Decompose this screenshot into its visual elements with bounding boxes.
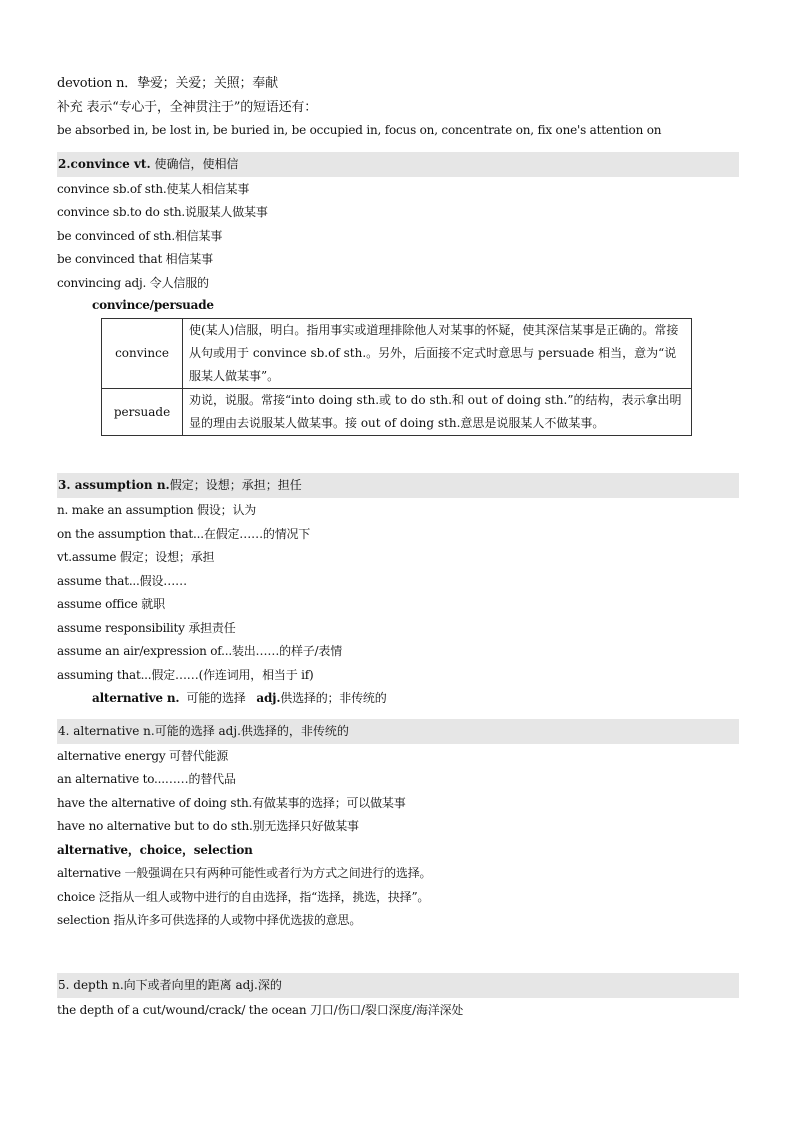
section-3-meaning: 假定；设想；承担；担任 bbox=[169, 478, 302, 492]
s4-line-1: alternative energy 可替代能源 bbox=[57, 748, 229, 763]
table-desc: 使(某人)信服，明白。指用事实或道理排除他人对某事的怀疑，使其深信某事是正确的。常接从句或用于 convince sb.of sth.。另外，后面接不定式时意思与 persuade 相当，意为“说服某人做某事”。 bbox=[183, 319, 692, 389]
section-3-headword: 3. assumption n. bbox=[58, 478, 170, 492]
s4-compare-3: selection 指从许多可供选择的人或物中择优选拔的意思。 bbox=[57, 913, 362, 927]
alt-noun: alternative n. bbox=[92, 691, 180, 705]
s3-alternative-note bbox=[57, 687, 739, 711]
section-3-header bbox=[57, 473, 739, 498]
s3-line-8: assuming that...假定……(作连词用，相当于 if) bbox=[57, 667, 314, 682]
alt-adj: adj. bbox=[256, 691, 281, 705]
section-2-header bbox=[57, 152, 739, 177]
section-4-header: 4. alternative n.可能的选择 adj.供选择的，非传统的 bbox=[57, 719, 739, 744]
s2-line-2: convince sb.to do sth.说服某人做某事 bbox=[57, 205, 268, 219]
alt-noun-meaning: 可能的选择 bbox=[179, 691, 257, 705]
s2-compare-title: convince/persuade bbox=[92, 298, 214, 312]
convince-persuade-table bbox=[101, 318, 692, 436]
supplement-note: 补充 表示“专心于，全神贯注于”的短语还有： bbox=[57, 99, 318, 115]
document-page bbox=[57, 72, 739, 1022]
s2-line-4: be convinced that 相信某事 bbox=[57, 252, 213, 266]
section-2-meaning: 使确信，使相信 bbox=[150, 156, 239, 171]
s4-line-3: have the alternative of doing sth.有做某事的选择；可以做某事 bbox=[57, 795, 406, 810]
table-term: persuade bbox=[102, 389, 183, 436]
s2-line-1: convince sb.of sth.使某人相信某事 bbox=[57, 181, 250, 196]
devotion-entry: devotion n．挚爱；关爱；关照；奉献 bbox=[57, 76, 278, 91]
s2-line-5: convincing adj. 令人信服的 bbox=[57, 275, 209, 290]
section-2-headword: 2.convince vt. bbox=[58, 156, 151, 171]
s4-line-2: an alternative to...……的替代品 bbox=[57, 772, 236, 786]
s4-compare-2: choice 泛指从一组人或物中进行的自由选择，指“选择，挑选，抉择”。 bbox=[57, 889, 430, 904]
s3-line-1: n. make an assumption 假设；认为 bbox=[57, 503, 257, 517]
table-term: convince bbox=[102, 319, 183, 389]
s2-line-3: be convinced of sth.相信某事 bbox=[57, 228, 223, 243]
section-5-header: 5. depth n.向下或者向里的距离 adj.深的 bbox=[57, 973, 739, 998]
table-row bbox=[102, 319, 692, 389]
table-desc: 劝说，说服。常接“into doing sth.或 to do sth.和 out of doing sth.”的结构，表示拿出明显的理由去说服某人做某事。接 out of doing sth.意思是说服某人不做某事。 bbox=[183, 389, 692, 436]
s4-compare-title: alternative，choice，selection bbox=[57, 842, 253, 857]
s3-line-5: assume office 就职 bbox=[57, 597, 165, 611]
synonym-phrases: be absorbed in, be lost in, be buried in, be occupied in, focus on, concentrate on, fix one's attention on bbox=[57, 123, 662, 137]
s3-line-6: assume responsibility 承担责任 bbox=[57, 620, 236, 635]
table-row bbox=[102, 389, 692, 436]
s3-line-7: assume an air/expression of...装出……的样子/表情 bbox=[57, 644, 342, 658]
s3-line-3: vt.assume 假定；设想；承担 bbox=[57, 550, 215, 564]
s3-line-2: on the assumption that...在假定……的情况下 bbox=[57, 526, 311, 541]
alt-adj-meaning: 供选择的；非传统的 bbox=[280, 691, 387, 705]
s3-line-4: assume that...假设…… bbox=[57, 573, 187, 588]
s4-compare-1: alternative 一般强调在只有两种可能性或者行为方式之间进行的选择。 bbox=[57, 866, 432, 880]
s4-line-4: have no alternative but to do sth.别无选择只好做某事 bbox=[57, 819, 359, 833]
s5-line-1: the depth of a cut/wound/crack/ the ocean 刀口/伤口/裂口深度/海洋深处 bbox=[57, 1002, 464, 1017]
